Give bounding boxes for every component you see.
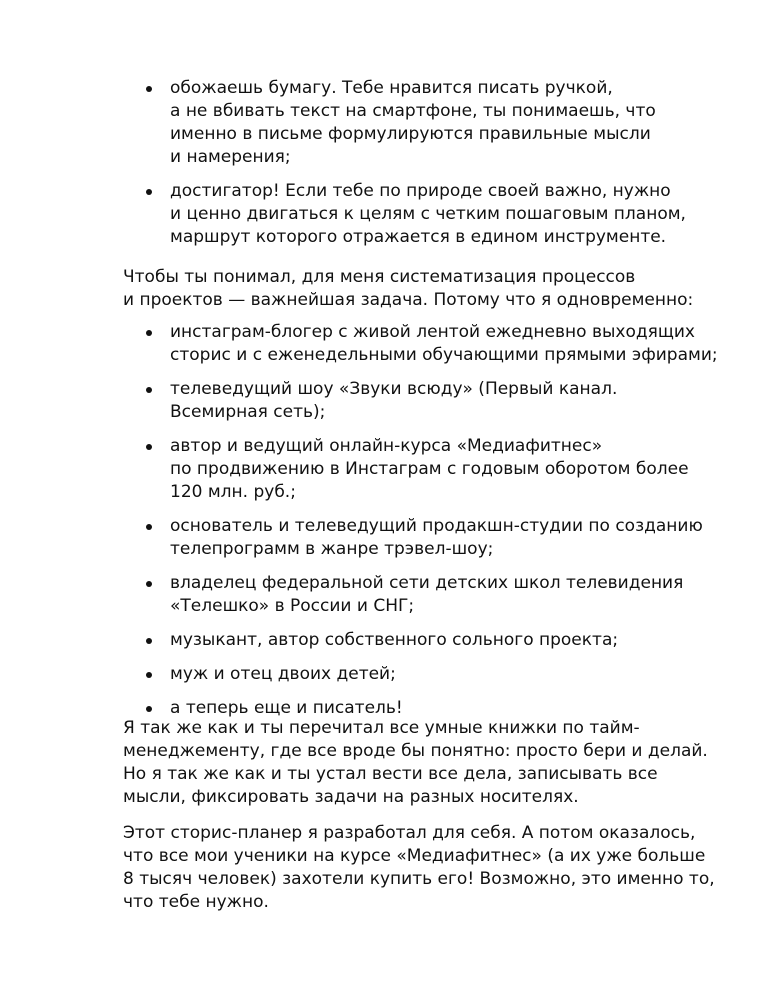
- bullet-list-traits: [146, 77, 746, 260]
- list-item: автор и ведущий онлайн-курса «Медиафитнес» по продвижению в Инстаграм с годовым оборотом более 120 млн. руб.;: [146, 435, 746, 504]
- paragraph-systematization: Чтобы ты понимал, для меня систематизация процессов и проектов — важнейшая задача. Потому что я одновременно:: [123, 267, 694, 310]
- list-item: муж и отец двоих детей;: [146, 663, 746, 686]
- list-item: музыкант, автор собственного сольного проекта;: [146, 629, 746, 652]
- bullet-list-roles: [146, 321, 746, 731]
- list-item: обожаешь бумагу. Тебе нравится писать ручкой, а не вбивать текст на смартфоне, ты понимаешь, что именно в письме формулируются правильные мысли и намерения;: [146, 77, 746, 169]
- list-item: а теперь еще и писатель!: [146, 697, 746, 720]
- list-item: владелец федеральной сети детских школ телевидения «Телешко» в России и СНГ;: [146, 572, 746, 618]
- paragraph-planner: Этот сторис-планер я разработал для себя. А потом оказалось, что все мои ученики на курсе «Медиафитнес» (а их уже больше 8 тысяч человек) захотели купить его! Возможно, это именно то, что тебе нужно.: [123, 823, 715, 912]
- list-item: достигатор! Если тебе по природе своей важно, нужно и ценно двигаться к целям с четким пошаговым планом, маршрут которого отражается в едином инструменте.: [146, 180, 746, 249]
- paragraph-time-management: Я так же как и ты перечитал все умные книжки по тайм- менеджементу, где все вроде бы понятно: просто бери и делай. Но я так же как и ты устал вести все дела, записывать все мысли, фиксировать задачи на разных носителях.: [123, 718, 708, 807]
- list-item: инстаграм-блогер с живой лентой ежедневно выходящих сторис и с еженедельными обучающими прямыми эфирами;: [146, 321, 746, 367]
- list-item: основатель и телеведущий продакшн-студии по созданию телепрограмм в жанре трэвел-шоу;: [146, 515, 746, 561]
- list-item: телеведущий шоу «Звуки всюду» (Первый канал. Всемирная сеть);: [146, 378, 746, 424]
